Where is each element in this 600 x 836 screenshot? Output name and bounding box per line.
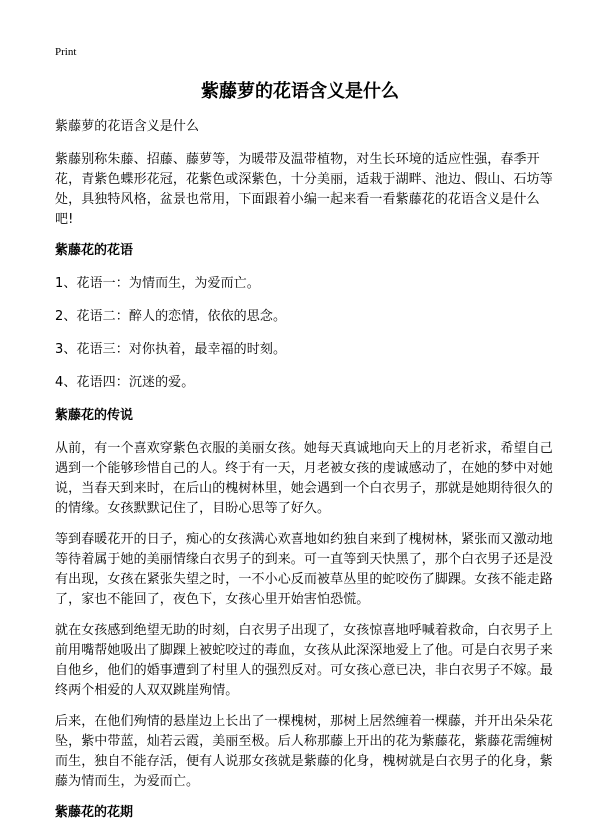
flower-meaning-item: 1、花语一：为情而生，为爱而亡。	[55, 276, 260, 291]
print-link[interactable]: Print	[55, 46, 77, 58]
page-title: 紫藤萝的花语含义是什么	[201, 81, 399, 102]
legend-paragraph: 就在女孩感到绝望无助的时刻，白衣男子出现了，女孩惊喜地呼喊着救命，白衣男子上前用嘴帮她吸出了脚踝上被蛇咬过的毒血，女孩从此深深地爱上了他。可是白衣男子来自他乡，他们的婚事遭到了村里人的强烈反对。可女孩心意已决，非白衣男子不嫁。最终两个相爱的人双双跳崖殉情。	[55, 623, 553, 698]
section-heading-flower-language: 紫藤花的花语	[55, 243, 134, 258]
flower-meaning-item: 2、花语二：醉人的恋情，依依的思念。	[55, 309, 287, 324]
legend-paragraph: 从前，有一个喜欢穿紫色衣服的美丽女孩。她每天真诚地向天上的月老祈求，希望自己遇到一个能够珍惜自己的人。终于有一天，月老被女孩的虔诚感动了，在她的梦中对她说，当春天到来时，在后山的槐树林里，她会遇到一个白衣男子，那就是她期待很久的的情缘。女孩默默记住了，目盼心思等了好久。	[55, 441, 553, 516]
section-heading-legend: 紫藤花的传说	[55, 408, 134, 423]
flower-meaning-item: 3、花语三：对你执着，最幸福的时刻。	[55, 342, 287, 357]
article-subtitle: 紫藤萝的花语含义是什么	[55, 119, 200, 134]
intro-paragraph: 紫藤别称朱藤、招藤、藤萝等，为暖带及温带植物，对生长环境的适应性强，春季开花，青紫色蝶形花冠，花紫色或深紫色，十分美丽，适栽于湖畔、池边、假山、石坊等处，具独特风格，盆景也常用，下面跟着小编一起来看一看紫藤花的花语含义是什么吧!	[55, 152, 553, 227]
section-heading-bloom-period: 紫藤花的花期	[55, 805, 134, 820]
legend-paragraph: 后来，在他们殉情的悬崖边上长出了一棵槐树，那树上居然缠着一棵藤，并开出朵朵花坠，紫中带蓝，灿若云霞，美丽至极。后人称那藤上开出的花为紫藤花，紫藤花需缠树而生，独自不能存活，便有人说那女孩就是紫藤的化身，槐树就是白衣男子的化身，紫藤为情而生，为爱而亡。	[55, 714, 553, 789]
legend-paragraph: 等到春暖花开的日子，痴心的女孩满心欢喜地如约独自来到了槐树林，紧张而又激动地等待着属于她的美丽情缘白衣男子的到来。可一直等到天快黑了，那个白衣男子还是没有出现，女孩在紧张失望之时，一不小心反而被草丛里的蛇咬伤了脚踝。女孩不能走路了，家也不能回了，夜色下，女孩心里开始害怕恐慌。	[55, 532, 553, 607]
article-body	[55, 117, 555, 836]
flower-meaning-item: 4、花语四：沉迷的爱。	[55, 375, 195, 390]
